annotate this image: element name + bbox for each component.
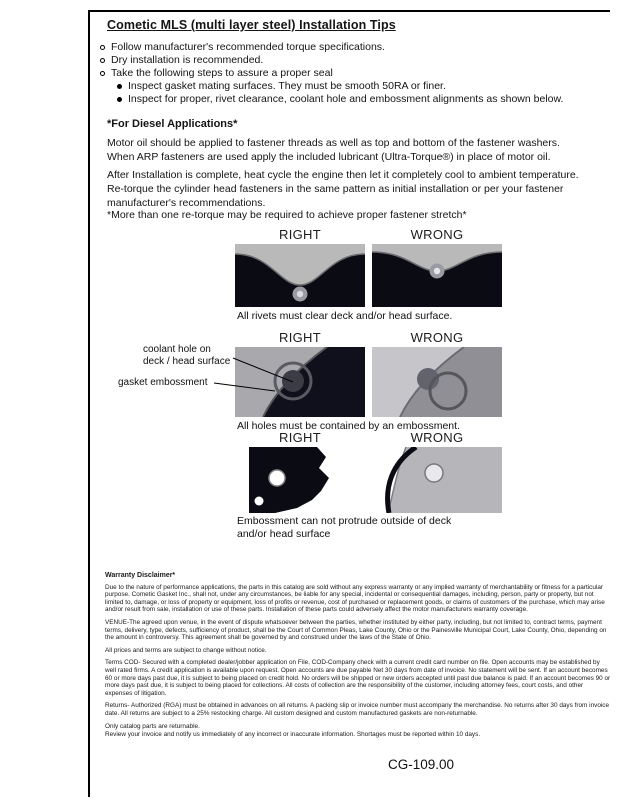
warranty-heading: Warranty Disclaimer*	[105, 572, 176, 579]
wrong-label-row3: WRONG	[410, 430, 464, 445]
caption-row2: All holes must be contained by an embossment.	[237, 420, 460, 432]
rivet-wrong-illustration	[372, 244, 502, 307]
protrusion-right-illustration	[235, 447, 365, 513]
tip-subitem	[117, 80, 605, 93]
wrong-label-row1: WRONG	[410, 227, 464, 242]
annotation-text: coolant hole on	[143, 344, 211, 355]
warranty-paragraph: VENUE-The agreed upon venue, in the event of dispute whatsoever between the parties, whether instituted by either party, including, but not limited to, contract terms, payment terms, delivery, type, defects, sufficiency of product, shall be the Court of Common Pleas, Lake County, Ohio or the Painesville Municipal Court, Lake County, Ohio, depending on the amount in controversy. This agreement shall be governed by and construed under the laws of the State of Ohio.	[105, 618, 607, 642]
diesel-paragraph-2: After Installation is complete, heat cycle the engine then let it completely cool to ambient temperature. Re-torque the cylinder head fasteners in the same pattern as initial installation or per your fastener manufacturer's recommendations.	[107, 169, 579, 209]
right-label-row2: RIGHT	[279, 330, 321, 345]
tip-item	[100, 41, 605, 54]
tip-text: Inspect for proper, rivet clearance, coolant hole and embossment alignments as shown below.	[128, 93, 564, 105]
filled-bullet-icon	[117, 84, 122, 89]
rivet-right-illustration	[235, 244, 365, 307]
gasket-embossment-annotation	[118, 377, 208, 389]
protrusion-right-diagram	[235, 447, 365, 513]
protrusion-wrong-illustration	[372, 447, 502, 513]
right-label-row3: RIGHT	[279, 430, 321, 445]
tips-list	[100, 41, 605, 106]
caption-line: Embossment can not protrude outside of deck	[237, 515, 452, 527]
embossment-right-diagram	[235, 347, 365, 417]
open-bullet-icon	[100, 71, 105, 76]
warranty-paragraph: Terms COD- Secured with a completed dealer/jobber application on File, COD-Company check with a current credit card number on file. Open accounts may be established by well rated firms. A credit application is available upon request. Open accounts are due payable Net 30 days from date of invoice. No statement will be sent. If an account becomes 60 or more days past due, it is subject to being placed on credit hold. No orders will be shipped or new orders accepted until past due balance is paid. If an account becomes 90 or more days past due, it is subject to being placed for collections. All costs of collection are the responsibility of the customer, including attorney fees, court costs, and other expenses of litigation.	[105, 659, 611, 697]
tip-text: Inspect gasket mating surfaces. They must be smooth 50RA or finer.	[128, 80, 446, 92]
page-border-left	[88, 10, 90, 797]
wrong-label-row2: WRONG	[410, 330, 464, 345]
tip-text: Take the following steps to assure a proper seal	[111, 67, 333, 79]
annotation-text: gasket embossment	[118, 377, 208, 388]
diesel-applications-heading: *For Diesel Applications*	[107, 118, 238, 130]
page-title: Cometic MLS (multi layer steel) Installation Tips	[107, 18, 396, 32]
document-code: CG-109.00	[388, 757, 455, 772]
protrusion-wrong-diagram	[372, 447, 502, 513]
warranty-paragraph: Returns- Authorized (RGA) must be obtained in advances on all returns. A packing slip or invoice number must accompany the merchandise. No returns after 30 days from invoice date. All returns are subject to a 25% restocking charge. All custom designed and custom manufactured gaskets are non-returnable.	[105, 702, 610, 717]
open-bullet-icon	[100, 45, 105, 50]
embossment-wrong-diagram	[372, 347, 502, 417]
warranty-paragraph: Review your invoice and notify us immediately of any incorrect or inaccurate information. Shortages must be reported within 10 days.	[105, 731, 481, 739]
tip-subitem	[117, 93, 605, 106]
annotation-text: deck / head surface	[143, 355, 231, 367]
warranty-paragraph: Only catalog parts are returnable.	[105, 722, 200, 730]
rivet-wrong-diagram	[372, 244, 502, 307]
open-bullet-icon	[100, 58, 105, 63]
tip-text: Dry installation is recommended.	[111, 54, 264, 66]
coolant-hole-annotation	[143, 344, 230, 367]
tip-item	[100, 54, 605, 67]
caption-line: and/or head surface	[237, 528, 331, 540]
rivet-right-diagram	[235, 244, 365, 307]
caption-row1: All rivets must clear deck and/or head surface.	[237, 310, 453, 322]
page-border-top	[88, 10, 610, 12]
filled-bullet-icon	[117, 97, 122, 102]
embossment-right-illustration	[235, 347, 365, 417]
diesel-paragraph-1: Motor oil should be applied to fastener threads as well as top and bottom of the fastener washers. When ARP fasteners are used apply the included lubricant (Ultra-Torque®) in place of motor oil.	[107, 137, 560, 163]
right-label-row1: RIGHT	[279, 227, 321, 242]
retorque-note: *More than one re-torque may be required to achieve proper fastener stretch*	[107, 209, 467, 221]
warranty-paragraph: All prices and terms are subject to change without notice.	[105, 646, 267, 654]
tip-text: Follow manufacturer's recommended torque specifications.	[111, 41, 385, 53]
warranty-section	[105, 572, 611, 744]
tip-item	[100, 67, 605, 80]
warranty-paragraph: Due to the nature of performance applications, the parts in this catalog are sold without any express warranty or any implied warranty of merchantability or fitness for a particular purpose. Cometic Gasket Inc., shall not, under any circumstances, be liable for any special, incidental or consequential damages, including, person, party or property, but not limited to, damage, or loss of property or equipment, loss of profits or revenue, cost of purchased or replacement goods, or claims of customers of the purchase, which may arise and/or result from sale, installation or use of these parts. Installation of these parts could adversely affect the motor manufacturers warranty coverage.	[105, 583, 605, 614]
embossment-wrong-illustration	[372, 347, 502, 417]
caption-row3	[237, 515, 527, 541]
